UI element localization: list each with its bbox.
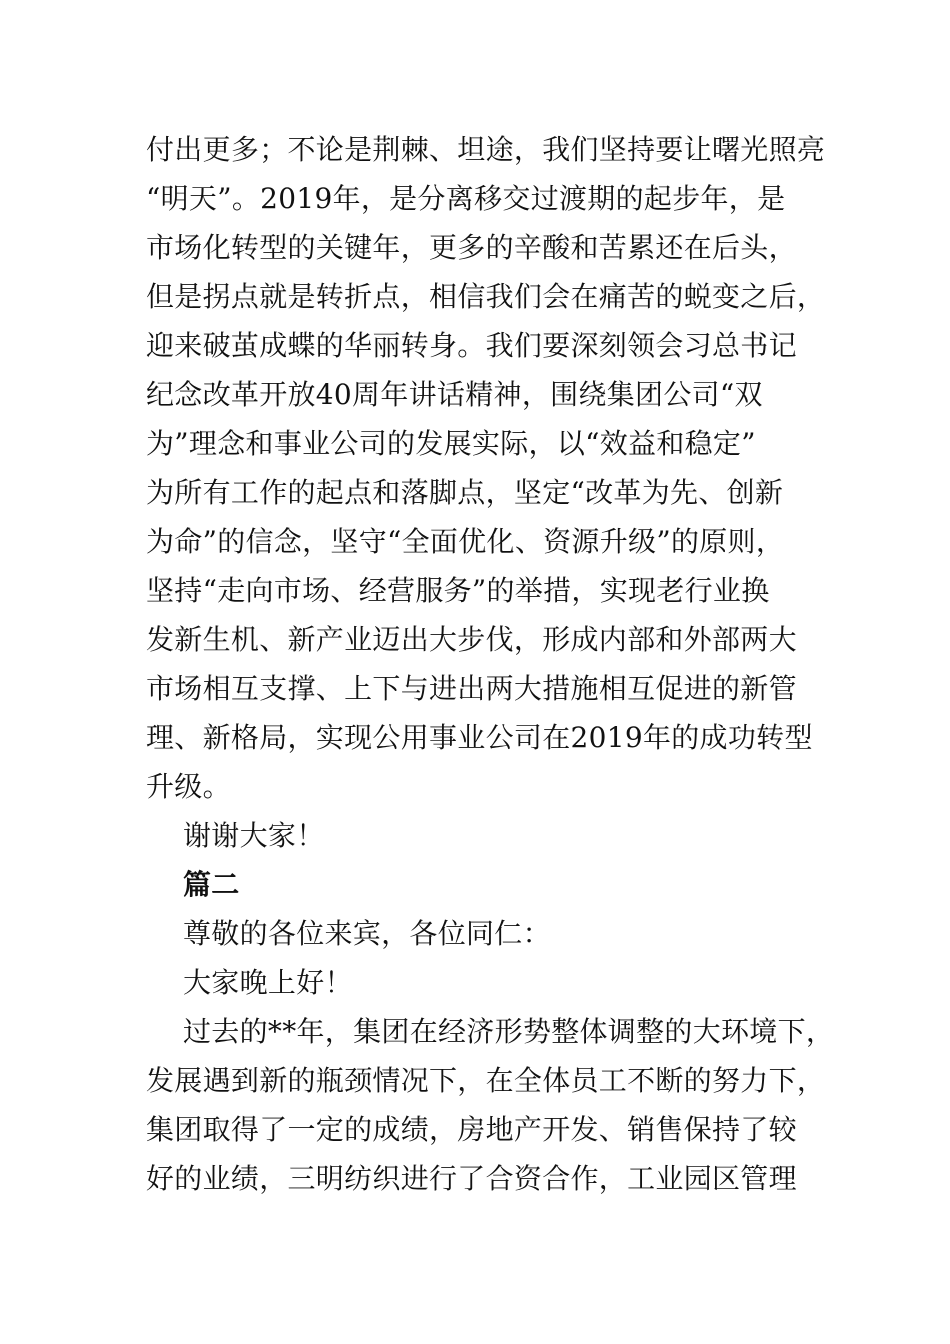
text-line: 但是拐点就是转折点，相信我们会在痛苦的蜕变之后， (146, 280, 826, 313)
text-line: 理、新格局，实现公用事业公司在2019年的成功转型 (146, 721, 813, 754)
text-line: 为命”的信念，坚守“全面优化、资源升级”的原则， (146, 525, 785, 558)
text-line: 为”理念和事业公司的发展实际，以“效益和稳定” (146, 427, 756, 460)
text-line: 集团取得了一定的成绩，房地产开发、销售保持了较 (146, 1113, 797, 1146)
text-line: 市场相互支撑、上下与进出两大措施相互促进的新管 (146, 672, 797, 705)
text-line: 发展遇到新的瓶颈情况下，在全体员工不断的努力下， (146, 1064, 826, 1097)
text-line: 升级。 (146, 770, 231, 803)
text-line: 市场化转型的关键年，更多的辛酸和苦累还在后头， (146, 231, 797, 264)
text-line: 迎来破茧成蝶的华丽转身。我们要深刻领会习总书记 (146, 329, 797, 362)
greeting-line: 大家晚上好！ (183, 966, 353, 999)
closing-line: 谢谢大家！ (183, 819, 325, 852)
text-line: 纪念改革开放40周年讲话精神，围绕集团公司“双 (146, 378, 763, 411)
text-line: 为所有工作的起点和落脚点，坚定“改革为先、创新 (146, 476, 784, 509)
paragraph-first-line: 过去的**年，集团在经济形势整体调整的大环境下， (183, 1015, 835, 1048)
text-line: 好的业绩，三明纺织进行了合资合作，工业园区管理 (146, 1162, 797, 1195)
text-line: 坚持“走向市场、经营服务”的举措，实现老行业换 (146, 574, 770, 607)
text-line: “明天”。2019年，是分离移交过渡期的起步年，是 (146, 182, 786, 215)
section-heading: 篇二 (183, 868, 240, 901)
salutation-line: 尊敬的各位来宾，各位同仁： (183, 917, 551, 950)
text-line: 发新生机、新产业迈出大步伐，形成内部和外部两大 (146, 623, 797, 656)
text-line: 付出更多；不论是荆棘、坦途，我们坚持要让曙光照亮 (146, 133, 826, 166)
